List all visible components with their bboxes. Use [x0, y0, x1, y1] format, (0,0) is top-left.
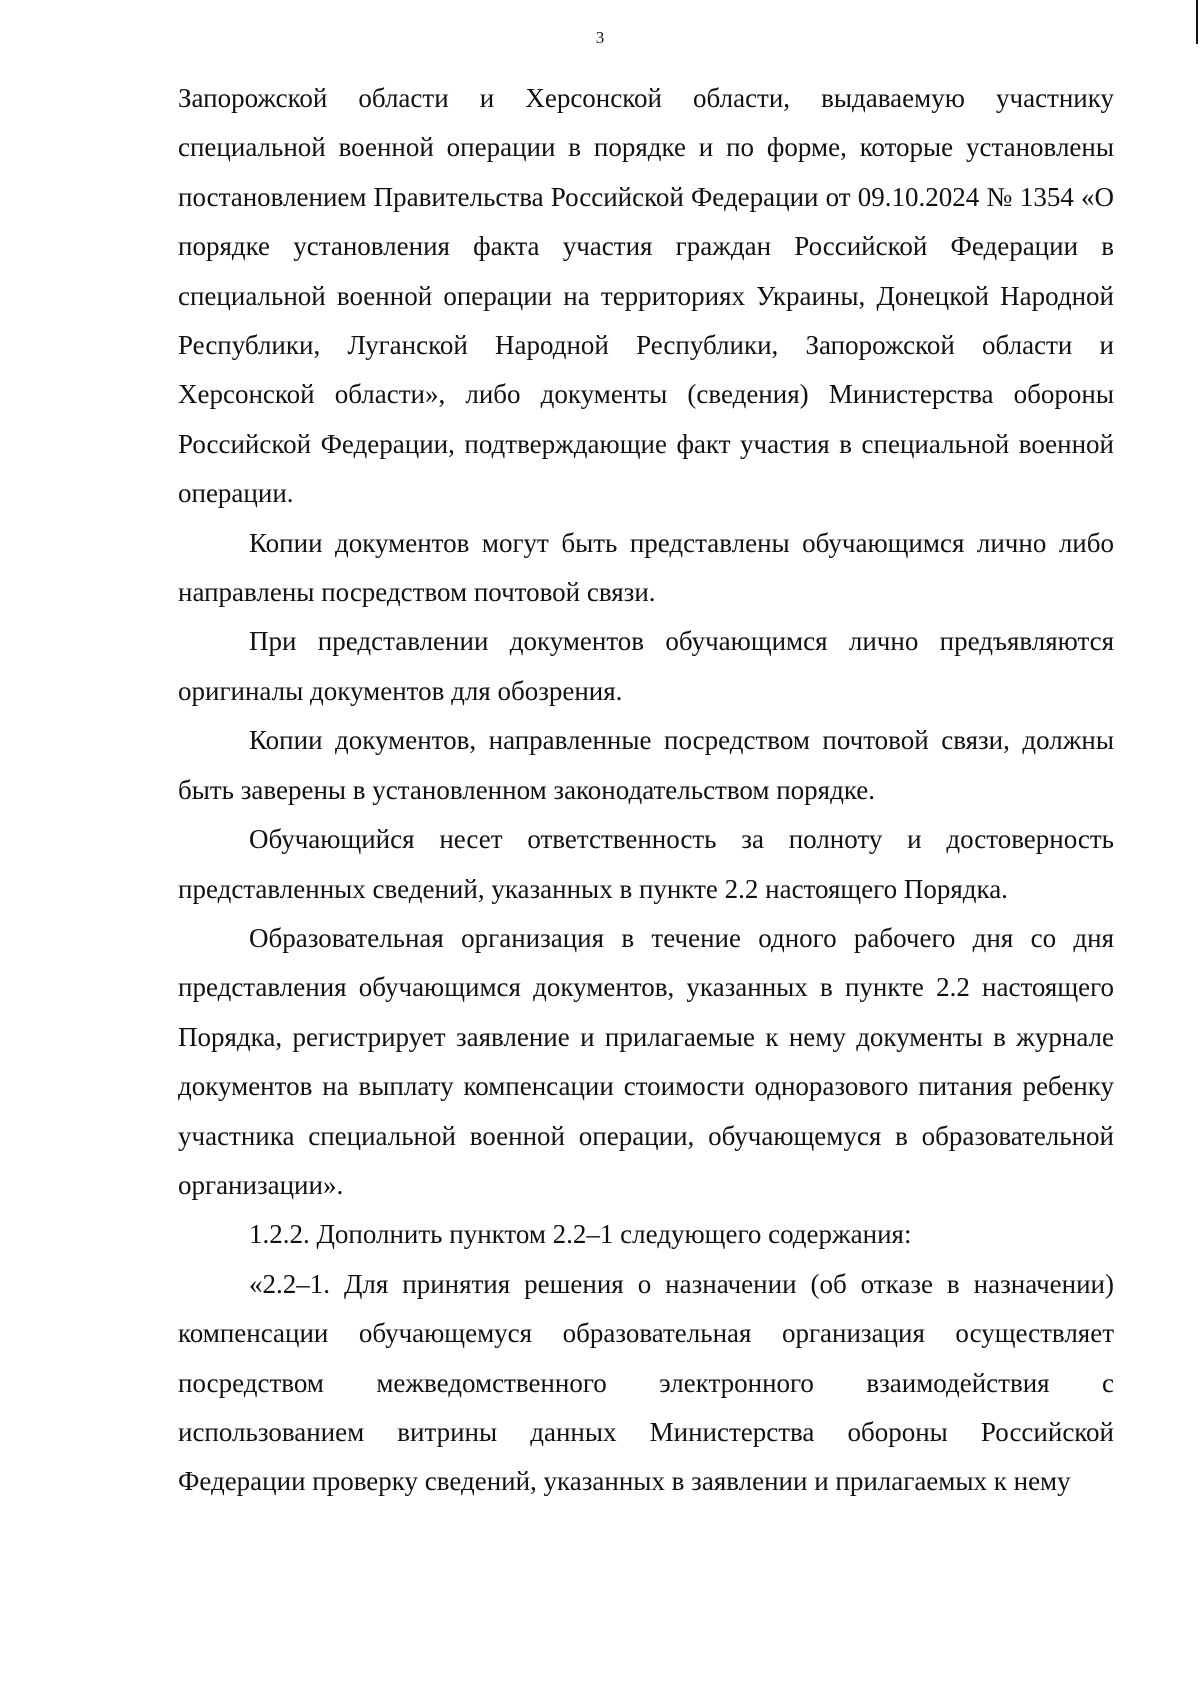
scan-edge-mark: [1196, 0, 1198, 44]
document-body: [178, 74, 1114, 1507]
paragraph-responsibility: Обучающийся несет ответственность за полноту и достоверность представленных сведений, указанных в пункте 2.2 настоящего Порядка.: [178, 824, 1114, 904]
paragraph-continuation: Запорожской области и Херсонской области, выдаваемую участнику специальной военной операции в порядке и по форме, которые установлены постановлением Правительства Российской Федерации от 09.10.2024 № 1354 «О порядке установления факта участия граждан Российской Федерации в специальной военной операции на территориях Украины, Донецкой Народной Республики, Луганской Народной Республики, Запорожской области и Херсонской области», либо документы (сведения) Министерства обороны Российской Федерации, подтверждающие факт участия в специальной военной операции.: [178, 83, 1114, 509]
paragraph-originals: При представлении документов обучающимся лично предъявляются оригиналы документов для обозрения.: [178, 626, 1114, 706]
page-number: 3: [595, 28, 605, 47]
paragraph-copies-submission: Копии документов могут быть представлены обучающимся лично либо направлены посредством почтовой связи.: [178, 527, 1114, 608]
paragraph-certified-copies: Копии документов, направленные посредством почтовой связи, должны быть заверены в установленном законодательством порядке.: [178, 725, 1114, 805]
paragraph-registration: Образовательная организация в течение одного рабочего дня со дня представления обучающимся документов, указанных в пункте 2.2 настоящего Порядка, регистрирует заявление и прилагаемые к нему документы в журнале документов на выплату компенсации стоимости одноразового питания ребенку участника специальной военной операции, обучающемуся в образовательной организации».: [178, 922, 1114, 1200]
paragraph-verification: «2.2–1. Для принятия решения о назначении (об отказе в назначении) компенсации обучающемуся образовательная организация осуществляет посредством межведомственного электронного взаимодействия с использованием витрины данных Министерства обороны Российской Федерации проверку сведений, указанных в заявлении и прилагаемых к нему: [178, 1268, 1114, 1497]
paragraph-amendment-heading: 1.2.2. Дополнить пунктом 2.2–1 следующего содержания:: [249, 1219, 912, 1250]
